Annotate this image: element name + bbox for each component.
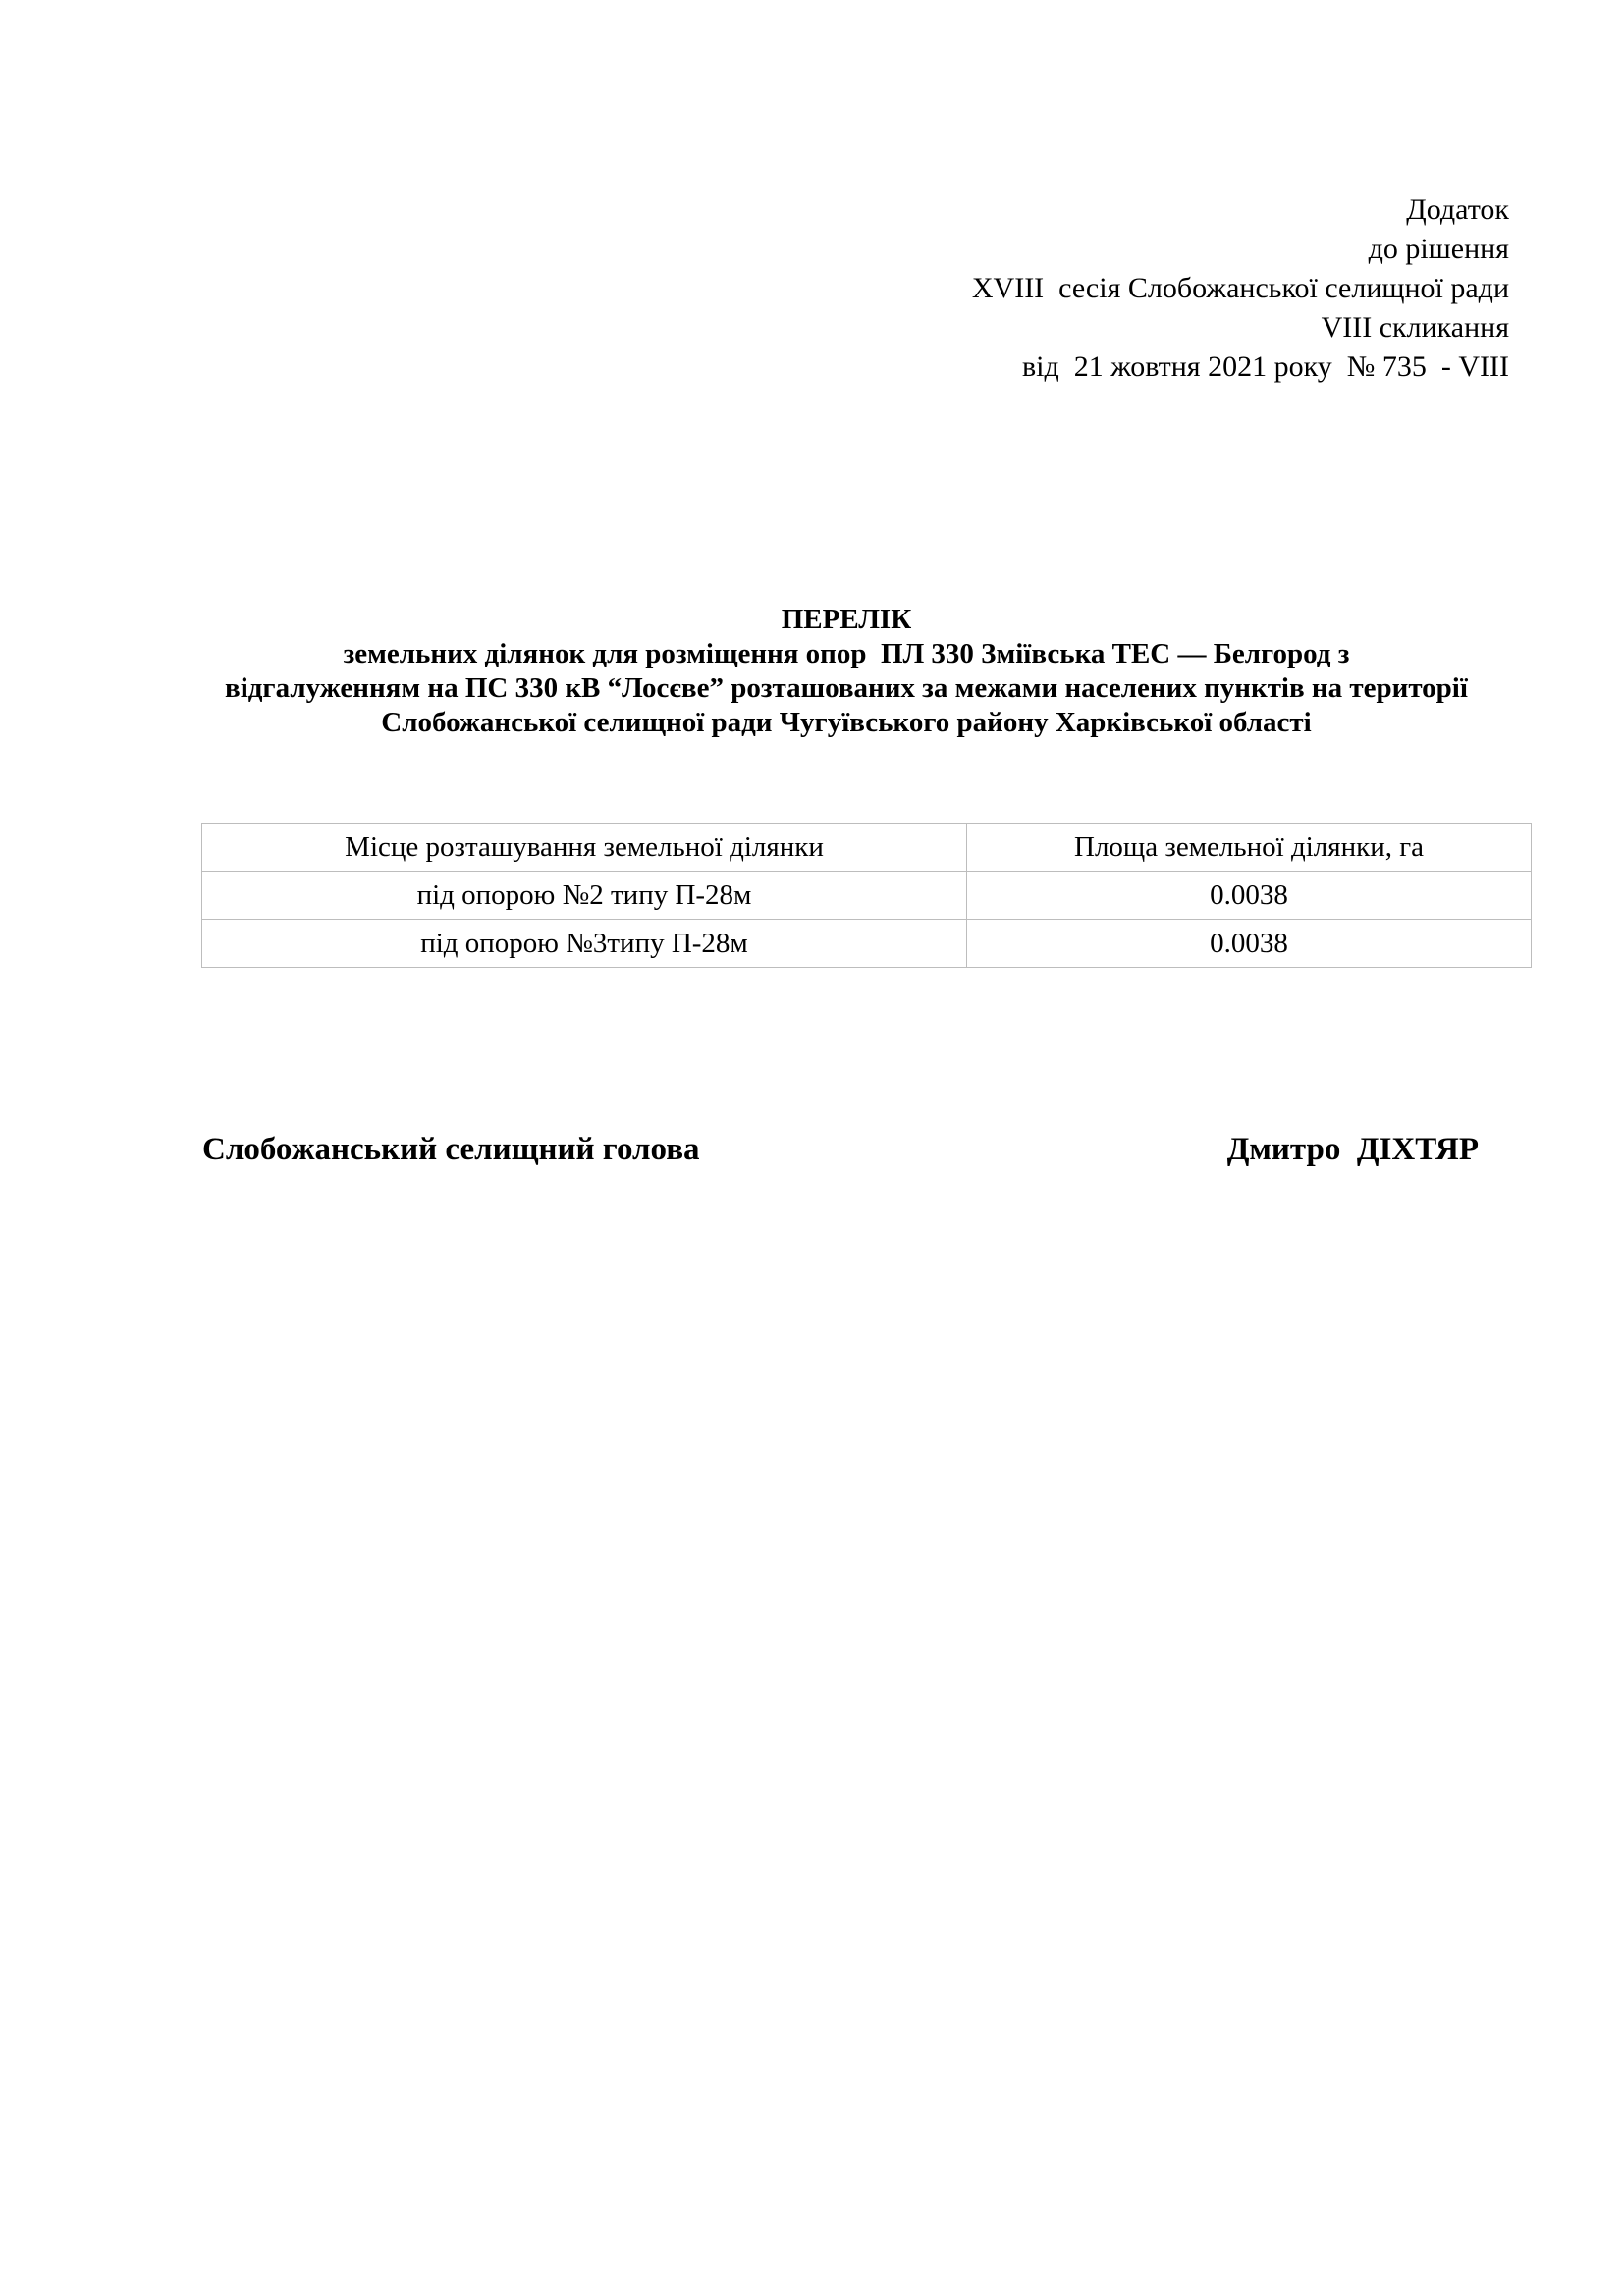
annex-line-session: XVIII сесія Слобожанської селищної ради	[971, 272, 1509, 304]
annex-line-date-number: від 21 жовтня 2021 року № 735 - VIII	[1021, 350, 1509, 383]
cell-location: під опорою №3типу П-28м	[202, 920, 967, 968]
signatory-name: Дмитро ДІХТЯР	[1226, 1132, 1479, 1167]
header-area: Площа земельної ділянки, га	[967, 824, 1532, 872]
annex-line-title: Додаток	[1406, 193, 1509, 226]
cell-area: 0.0038	[967, 920, 1532, 968]
header-location: Місце розташування земельної ділянки	[202, 824, 967, 872]
table-row	[202, 872, 1532, 920]
annex-line-decision: до рішення	[1368, 233, 1509, 265]
annex-block	[625, 190, 1509, 387]
land-plots-table	[201, 823, 1532, 968]
document-subtitle	[147, 637, 1545, 740]
cell-location: під опорою №2 типу П-28м	[202, 872, 967, 920]
table-header-row	[202, 824, 1532, 872]
signature-block	[202, 1126, 1479, 1173]
table-row	[202, 920, 1532, 968]
subtitle-line: Слобожанської селищної ради Чугуївського району Харківської області	[381, 707, 1312, 738]
document-heading: ПЕРЕЛІК	[781, 604, 912, 635]
subtitle-line: земельних ділянок для розміщення опор ПЛ 330 Зміївська ТЕС — Белгород з	[343, 638, 1350, 669]
subtitle-line: відгалуженням на ПС 330 кВ “Лосєве” розташованих за межами населених пунктів на території	[225, 672, 1468, 704]
document-title	[147, 603, 1545, 740]
signatory-position: Слобожанський селищний голова	[202, 1132, 700, 1167]
cell-area: 0.0038	[967, 872, 1532, 920]
annex-line-convocation: VIII скликання	[1321, 311, 1509, 344]
